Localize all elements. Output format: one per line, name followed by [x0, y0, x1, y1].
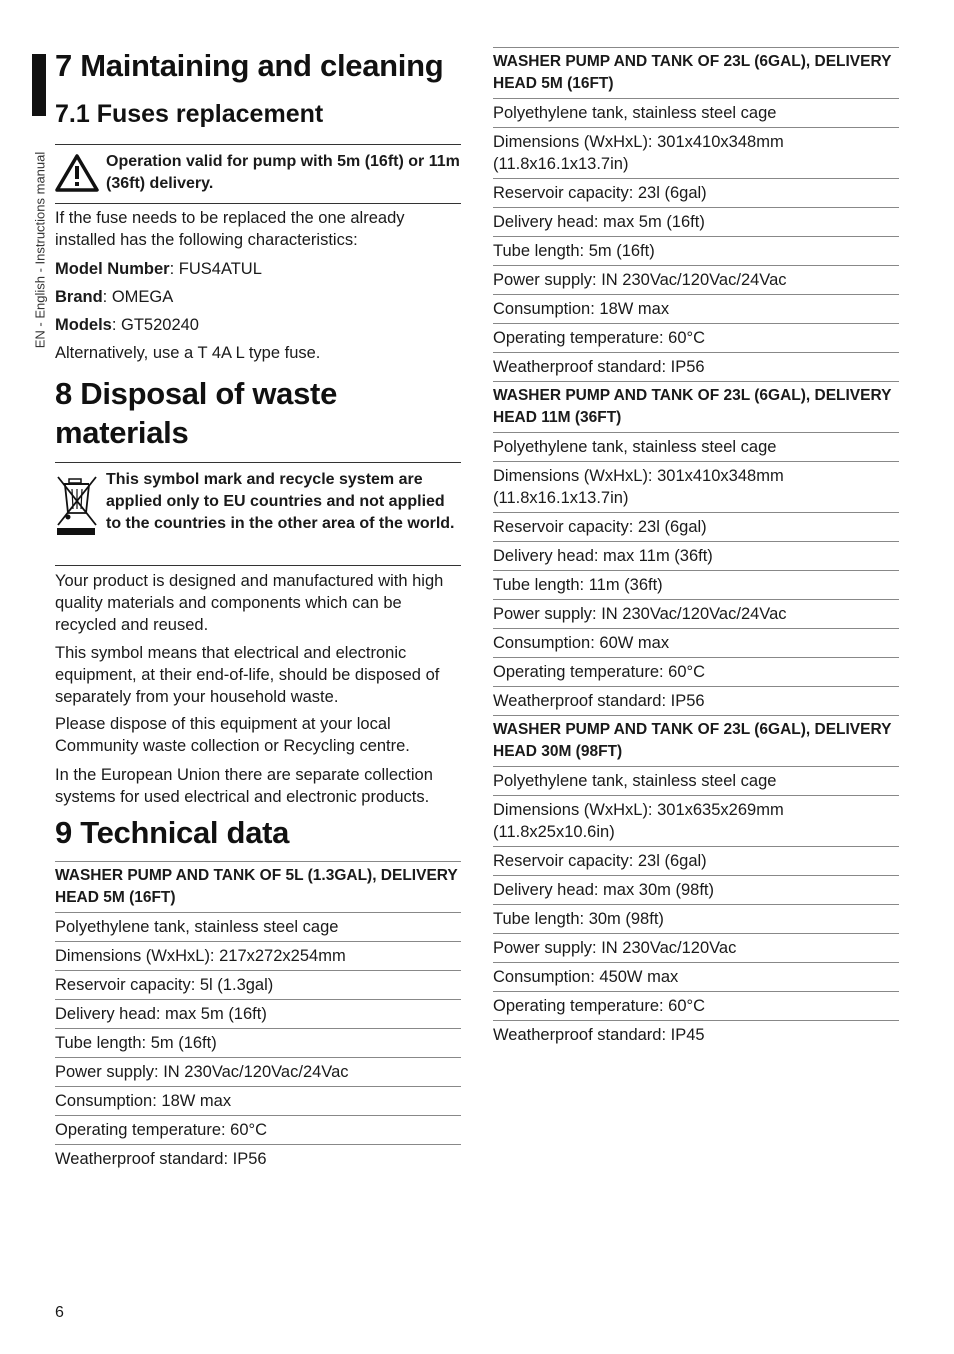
spec-row: Delivery head: max 5m (16ft) [493, 208, 899, 237]
fuse-warning-text: Operation valid for pump with 5m (16ft) or 11m (36ft) delivery. [106, 153, 460, 192]
spec-row: Weatherproof standard: IP56 [55, 1150, 267, 1168]
spec-row: Weatherproof standard: IP56 [493, 353, 899, 382]
section9-title: 9 Technical data [55, 815, 290, 850]
spec-row: Dimensions (WxHxL): 301x635x269mm (11.8x25x10.6in) [493, 796, 899, 847]
disposal-paragraph: Please dispose of this equipment at your local Community waste collection or Recycling centre. [55, 715, 410, 755]
brand-line [55, 286, 461, 308]
spec-row: Operating temperature: 60°C [493, 324, 899, 353]
models-value: : GT520240 [111, 316, 199, 334]
spec-table-5l-5m [55, 861, 461, 1173]
spec-row: Operating temperature: 60°C [493, 992, 899, 1021]
spec-row: Delivery head: max 30m (98ft) [493, 876, 899, 905]
spec-row: Reservoir capacity: 23l (6gal) [493, 179, 899, 208]
model-number-label: Model Number [55, 260, 170, 278]
disposal-paragraph: Your product is designed and manufactured with high quality materials and components which can be recycled and reused. [55, 572, 444, 634]
spec-row: Reservoir capacity: 23l (6gal) [493, 847, 899, 876]
recycle-notice-text: This symbol mark and recycle system are applied only to EU countries and not applied to the countries in the other area of the world. [106, 471, 455, 532]
spec-row: Power supply: IN 230Vac/120Vac/24Vac [55, 1058, 461, 1087]
spec-row: Consumption: 18W max [55, 1087, 461, 1116]
spec-row: Tube length: 5m (16ft) [55, 1029, 461, 1058]
section7-title: 7 Maintaining and cleaning [55, 48, 444, 83]
spec-row: Dimensions (WxHxL): 301x410x348mm (11.8x16.1x13.7in) [493, 128, 899, 179]
fuse-intro: If the fuse needs to be replaced the one already installed has the following characteristics: [55, 209, 405, 249]
spec-row: Operating temperature: 60°C [55, 1116, 461, 1145]
spec-row: Dimensions (WxHxL): 217x272x254mm [55, 942, 461, 971]
page-number: 6 [55, 1304, 64, 1321]
spec-row: Polyethylene tank, stainless steel cage [55, 913, 461, 942]
spec-row: Weatherproof standard: IP56 [493, 687, 899, 716]
spec-table-header: WASHER PUMP AND TANK OF 23L (6GAL), DELIVERY HEAD 5M (16FT) [493, 48, 899, 99]
disposal-paragraph: This symbol means that electrical and electronic equipment, at their end-of-life, should be disposed of separately from your household waste. [55, 644, 440, 706]
recycle-notice-callout [55, 462, 461, 566]
spec-row: Power supply: IN 230Vac/120Vac/24Vac [493, 600, 899, 629]
model-number-line [55, 258, 461, 280]
spec-row: Consumption: 18W max [493, 295, 899, 324]
spec-row: Reservoir capacity: 23l (6gal) [493, 513, 899, 542]
section7-subtitle: 7.1 Fuses replacement [55, 100, 324, 128]
models-line [55, 314, 461, 336]
spec-table-header: WASHER PUMP AND TANK OF 23L (6GAL), DELIVERY HEAD 30M (98FT) [493, 716, 899, 767]
side-label: EN - English - Instructions manual [32, 151, 48, 349]
spec-row: Reservoir capacity: 5l (1.3gal) [55, 971, 461, 1000]
spec-row: Delivery head: max 11m (36ft) [493, 542, 899, 571]
warning-icon [55, 153, 99, 198]
spec-table-header: WASHER PUMP AND TANK OF 5L (1.3GAL), DELIVERY HEAD 5M (16FT) [55, 862, 461, 913]
model-number-value: : FUS4ATUL [169, 260, 262, 278]
brand-label: Brand [55, 288, 103, 306]
spec-row: Operating temperature: 60°C [493, 658, 899, 687]
spec-row: Power supply: IN 230Vac/120Vac [493, 934, 899, 963]
spec-row: Polyethylene tank, stainless steel cage [493, 433, 899, 462]
spec-row: Weatherproof standard: IP45 [493, 1026, 705, 1044]
fuse-warning-callout [55, 144, 461, 204]
spec-row: Tube length: 11m (36ft) [493, 571, 899, 600]
brand-value: : OMEGA [102, 288, 174, 306]
spec-row: Consumption: 450W max [493, 963, 899, 992]
disposal-paragraph: In the European Union there are separate collection systems for used electrical and electronic products. [55, 766, 433, 806]
section8-title: 8 Disposal of waste materials [55, 376, 338, 450]
spec-table-23l-5m [493, 47, 899, 1049]
spec-row: Dimensions (WxHxL): 301x410x348mm (11.8x16.1x13.7in) [493, 462, 899, 513]
spec-row: Polyethylene tank, stainless steel cage [493, 767, 899, 796]
models-label: Models [55, 316, 112, 334]
weee-bin-icon [55, 473, 99, 540]
spec-row: Polyethylene tank, stainless steel cage [493, 99, 899, 128]
spec-row: Delivery head: max 5m (16ft) [55, 1000, 461, 1029]
spec-row: Power supply: IN 230Vac/120Vac/24Vac [493, 266, 899, 295]
spec-row: Tube length: 30m (98ft) [493, 905, 899, 934]
section-marker-bar [32, 54, 46, 116]
spec-row: Tube length: 5m (16ft) [493, 237, 899, 266]
spec-row: Consumption: 60W max [493, 629, 899, 658]
spec-table-header: WASHER PUMP AND TANK OF 23L (6GAL), DELIVERY HEAD 11M (36FT) [493, 382, 899, 433]
fuse-alternative: Alternatively, use a T 4A L type fuse. [55, 344, 321, 362]
